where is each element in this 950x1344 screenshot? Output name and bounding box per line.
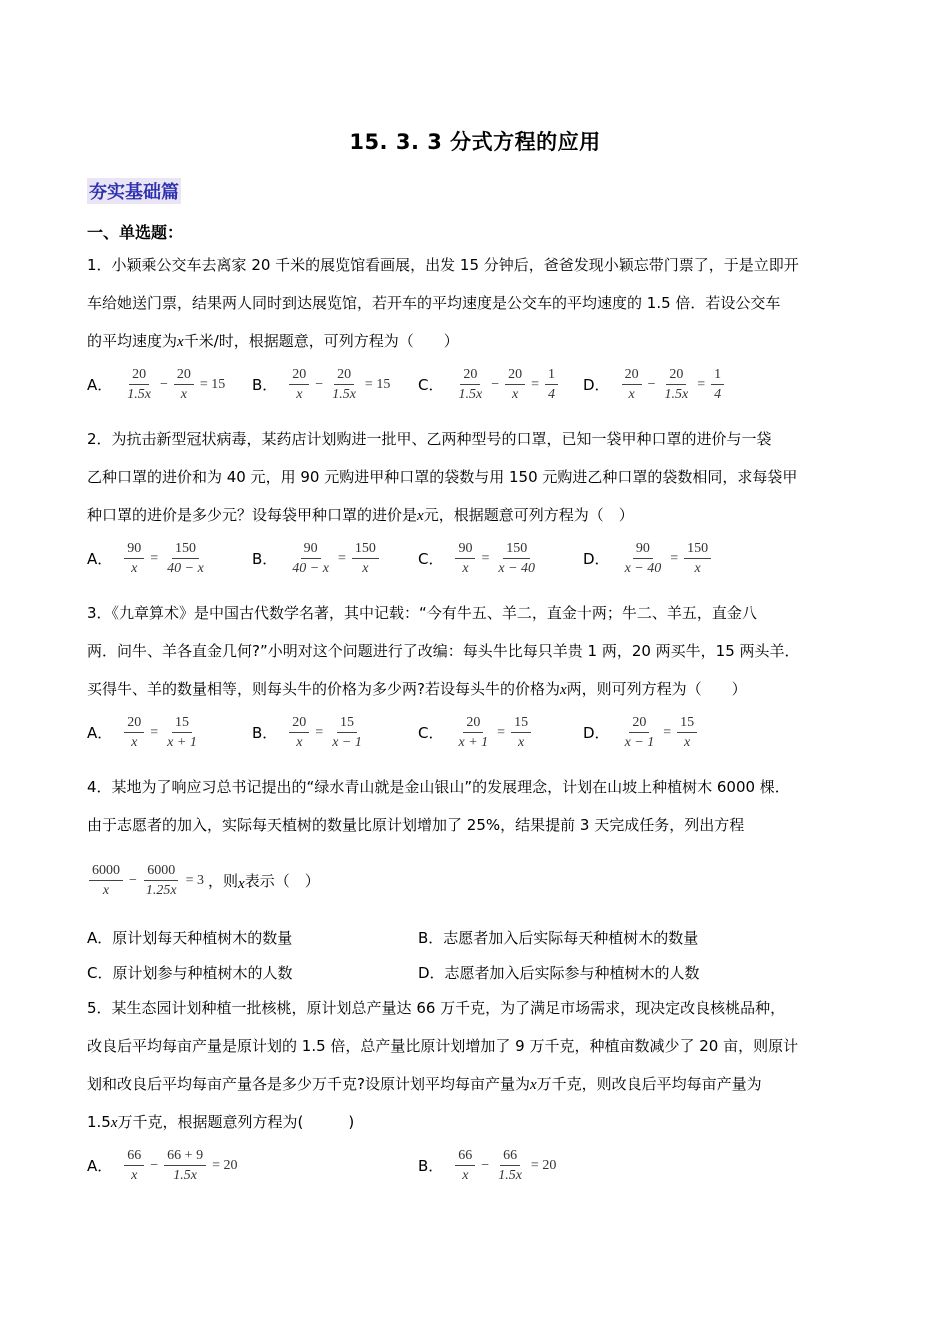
q1-option-b xyxy=(252,366,394,403)
denominator: 1.5x xyxy=(664,387,689,402)
q1-line-1: 1．小颖乘公交车去离家 20 千米的展览馆看画展，出发 15 分钟后，爸爸发现小颖忘带门票了，于是立即开 xyxy=(87,256,799,274)
q4-equation xyxy=(87,862,208,899)
denominator: x xyxy=(462,1168,469,1183)
numerator: 66 + 9 xyxy=(164,1147,206,1166)
page-title: 15. 3. 3 分式方程的应用 xyxy=(349,130,601,154)
denominator: 4 xyxy=(714,387,722,402)
numerator: 20 xyxy=(289,366,309,385)
q5-option-b-letter: B． xyxy=(418,1157,444,1175)
fraction xyxy=(677,714,697,751)
fraction xyxy=(124,1147,144,1184)
q4-option-d: D．志愿者加入后实际参与种植树木的人数 xyxy=(418,964,700,982)
q5-option-b xyxy=(418,1147,560,1184)
equals-sign: = xyxy=(481,550,490,566)
denominator: x + 1 xyxy=(458,735,489,750)
numerator: 20 xyxy=(460,366,480,385)
fraction xyxy=(661,366,691,403)
fraction xyxy=(622,366,642,403)
numerator: 90 xyxy=(301,540,321,559)
numerator: 90 xyxy=(124,540,144,559)
numerator: 90 xyxy=(633,540,653,559)
q5-line-3-end: 万千克，则改良后平均每亩产量为 xyxy=(536,1075,762,1093)
denominator: 1.5x xyxy=(498,1168,522,1183)
q3-option-b xyxy=(252,714,367,751)
q1-option-b-letter: B． xyxy=(252,376,278,394)
operator: − xyxy=(647,376,656,392)
numerator: 1 xyxy=(545,366,558,385)
numerator: 90 xyxy=(455,540,475,559)
denominator: x xyxy=(684,735,691,750)
q2-option-a xyxy=(87,540,209,577)
operator: − xyxy=(481,1157,490,1173)
denominator: x xyxy=(628,387,635,402)
fraction xyxy=(711,366,724,403)
q1-option-a xyxy=(87,366,229,403)
numerator: 15 xyxy=(677,714,697,733)
q2-option-d-letter: D． xyxy=(583,550,610,568)
equals-value: = 3 xyxy=(185,872,205,888)
q1-line-3-start: 的平均速度为 xyxy=(87,332,178,350)
numerator: 20 xyxy=(124,714,144,733)
q5-line-3-start: 划和改良后平均每亩产量各是多少万千克?设原计划平均每亩产量为 xyxy=(87,1075,530,1093)
numerator: 15 xyxy=(337,714,357,733)
q3-option-d-formula xyxy=(620,714,700,751)
q3-line-3-start: 买得牛、羊的数量相等，则每头牛的价格为多少两?若设每头牛的价格为 xyxy=(87,680,560,698)
fraction xyxy=(495,540,538,577)
fraction xyxy=(124,366,154,403)
fraction xyxy=(352,540,379,577)
fraction xyxy=(455,1147,475,1184)
q4-variable: x xyxy=(238,876,245,892)
q3-option-b-formula xyxy=(287,714,367,751)
numerator: 20 xyxy=(334,366,354,385)
denominator: x − 40 xyxy=(624,561,662,576)
q3-option-b-letter: B． xyxy=(252,724,278,742)
q3-line-3 xyxy=(87,679,747,700)
q1-line-3-end: 千米/时，根据题意，可列方程为（ ） xyxy=(183,332,459,350)
fraction xyxy=(329,714,365,751)
q3-line-1: 3．《九章算术》是中国古代数学名著，其中记载：“今有牛五、羊二，直金十两；牛二、羊五，直金八 xyxy=(87,604,757,622)
operator: − xyxy=(315,376,324,392)
q1-line-2: 车给她送门票，结果两人同时到达展览馆，若开车的平均速度是公交车的平均速度的 1.5 倍．若设公交车 xyxy=(87,294,781,312)
fraction xyxy=(622,714,658,751)
equals-sign: = xyxy=(150,550,159,566)
fraction xyxy=(89,862,123,899)
q4-line-3-mid: ，则 xyxy=(208,872,239,890)
q4-line-3 xyxy=(87,862,320,899)
q2-option-b-letter: B． xyxy=(252,550,278,568)
q2-line-2: 乙种口罩的进价和为 40 元，用 90 元购进甲种口罩的袋数与用 150 元购进乙种口罩的袋数相同，求每袋甲 xyxy=(87,468,798,486)
equals-value: = 20 xyxy=(212,1157,238,1173)
q5-line-2: 改良后平均每亩产量是原计划的 1.5 倍，总产量比原计划增加了 9 万千克，种植亩数减少了 20 亩，则原计 xyxy=(87,1037,799,1055)
fraction xyxy=(124,714,144,751)
numerator: 6000 xyxy=(144,862,178,881)
equals-sign: = xyxy=(497,724,506,740)
q3-line-3-end: 两，则可列方程为（ ） xyxy=(566,680,747,698)
fraction xyxy=(174,366,194,403)
denominator: x xyxy=(296,735,303,750)
fraction xyxy=(455,540,475,577)
numerator: 66 xyxy=(455,1147,475,1166)
denominator: 1.5x xyxy=(127,387,151,402)
q3-option-d-letter: D． xyxy=(583,724,610,742)
fraction xyxy=(684,540,711,577)
q2-line-3 xyxy=(87,505,634,526)
q4-option-c: C．原计划参与种植树木的人数 xyxy=(87,964,293,982)
q2-line-1: 2．为抗击新型冠状病毒，某药店计划购进一批甲、乙两种型号的口罩，已知一袋甲种口罩的进价与一袋 xyxy=(87,430,772,448)
q1-option-a-formula xyxy=(122,366,229,403)
fraction xyxy=(329,366,359,403)
q3-option-d xyxy=(583,714,699,751)
fraction xyxy=(455,714,491,751)
equals-value: = 15 xyxy=(364,376,391,392)
denominator: 40 − x xyxy=(292,561,329,576)
numerator: 66 xyxy=(500,1147,520,1166)
denominator: 40 − x xyxy=(167,561,204,576)
denominator: x − 1 xyxy=(624,735,655,750)
q2-option-d-formula xyxy=(620,540,714,577)
q1-option-a-letter: A． xyxy=(87,376,113,394)
q2-option-b xyxy=(252,540,381,577)
equals-sign: = xyxy=(663,724,672,740)
q1-option-d-letter: D． xyxy=(583,376,610,394)
operator: − xyxy=(129,872,137,888)
numerator: 6000 xyxy=(89,862,123,881)
q2-line-3-start: 种口罩的进价是多少元？设每袋甲种口罩的进价是 xyxy=(87,506,418,524)
q5-option-b-formula xyxy=(453,1147,560,1184)
denominator: x − 1 xyxy=(332,735,362,750)
q3-option-c-formula xyxy=(453,714,533,751)
q5-line-4-end: 万千克，根据题意列方程为( ) xyxy=(117,1113,355,1131)
q2-variable: x xyxy=(417,508,424,524)
fraction xyxy=(164,714,200,751)
numerator: 20 xyxy=(129,366,149,385)
q1-option-b-formula xyxy=(287,366,394,403)
q4-option-b: B．志愿者加入后实际每天种植树木的数量 xyxy=(418,929,699,947)
denominator: x xyxy=(131,561,138,576)
operator: − xyxy=(159,376,168,392)
q2-option-c-formula xyxy=(453,540,540,577)
q2-option-a-letter: A． xyxy=(87,550,113,568)
q5-line-3 xyxy=(87,1074,762,1095)
q1-option-c-formula xyxy=(453,366,560,403)
denominator: 1.5x xyxy=(173,1168,197,1183)
q3-option-c-letter: C． xyxy=(418,724,444,742)
q5-option-a xyxy=(87,1147,241,1184)
fraction xyxy=(289,714,309,751)
equals-sign: = xyxy=(670,550,679,566)
operator: − xyxy=(491,376,500,392)
equals-sign: = xyxy=(697,376,706,392)
denominator: x xyxy=(512,387,519,402)
numerator: 20 xyxy=(622,366,642,385)
fraction xyxy=(289,540,332,577)
numerator: 20 xyxy=(463,714,483,733)
denominator: x xyxy=(180,387,187,402)
denominator: x xyxy=(462,561,469,576)
denominator: x xyxy=(102,883,110,898)
q4-option-a: A．原计划每天种植树木的数量 xyxy=(87,929,293,947)
question-type-heading: 一、单选题： xyxy=(87,223,184,242)
section-label: 夯实基础篇 xyxy=(87,178,181,204)
denominator: x xyxy=(517,735,525,750)
equals-value: = 20 xyxy=(530,1157,557,1173)
numerator: 150 xyxy=(352,540,379,559)
equals-sign: = xyxy=(315,724,324,740)
q2-option-a-formula xyxy=(122,540,209,577)
q1-option-c-letter: C． xyxy=(418,376,444,394)
numerator: 20 xyxy=(629,714,649,733)
q4-line-2: 由于志愿者的加入，实际每天植树的数量比原计划增加了 25%，结果提前 3 天完成任务，列出方程 xyxy=(87,816,745,834)
numerator: 20 xyxy=(505,366,525,385)
q4-line-3-end: 表示（ ） xyxy=(244,872,320,890)
numerator: 150 xyxy=(684,540,711,559)
q3-variable: x xyxy=(559,682,567,698)
denominator: x xyxy=(131,735,138,750)
q3-option-a-letter: A． xyxy=(87,724,113,742)
denominator: x xyxy=(694,561,701,576)
q2-option-c-letter: C． xyxy=(418,550,444,568)
fraction xyxy=(143,862,180,899)
operator: − xyxy=(150,1157,159,1173)
q5-line-4 xyxy=(87,1112,354,1133)
numerator: 150 xyxy=(503,540,530,559)
fraction xyxy=(495,1147,525,1184)
q5-line-1: 5．某生态园计划种植一批核桃，原计划总产量达 66 万千克，为了满足市场需求，现决定改良核桃品种， xyxy=(87,999,786,1017)
numerator: 150 xyxy=(172,540,199,559)
q1-option-d xyxy=(583,366,726,403)
fraction xyxy=(505,366,525,403)
denominator: x − 40 xyxy=(498,561,536,576)
q1-option-c xyxy=(418,366,560,403)
denominator: 1.25x xyxy=(145,883,177,898)
q1-option-d-formula xyxy=(620,366,727,403)
equals-sign: = xyxy=(337,550,346,566)
equals-sign: = xyxy=(150,724,159,740)
numerator: 66 xyxy=(124,1147,144,1166)
denominator: x + 1 xyxy=(167,735,197,750)
equals-sign: = xyxy=(531,376,540,392)
denominator: 1.5x xyxy=(458,387,483,402)
q5-line-4-coef: 1.5 xyxy=(87,1113,111,1131)
q4-line-1: 4．某地为了响应习总书记提出的“绿水青山就是金山银山”的发展理念，计划在山坡上种植树木 6000 棵． xyxy=(87,778,790,796)
numerator: 15 xyxy=(511,714,531,733)
q2-option-b-formula xyxy=(287,540,381,577)
q2-line-3-end: 元，根据题意可列方程为（ ） xyxy=(423,506,634,524)
q1-line-3 xyxy=(87,331,459,352)
q5-option-a-letter: A． xyxy=(87,1157,113,1175)
fraction xyxy=(124,540,144,577)
q5-option-a-formula xyxy=(122,1147,241,1184)
denominator: x xyxy=(296,387,303,402)
q3-line-2: 两．问牛、羊各直金几何?”小明对这个问题进行了改编：每头牛比每只羊贵 1 两，20 两买牛，15 两头羊． xyxy=(87,642,800,660)
fraction xyxy=(511,714,531,751)
denominator: x xyxy=(131,1168,138,1183)
q1-variable: x xyxy=(177,334,184,350)
numerator: 20 xyxy=(174,366,194,385)
denominator: 4 xyxy=(548,387,556,402)
q3-option-a xyxy=(87,714,202,751)
q3-option-a-formula xyxy=(122,714,202,751)
numerator: 15 xyxy=(172,714,192,733)
numerator: 1 xyxy=(711,366,724,385)
denominator: 1.5x xyxy=(332,387,356,402)
fraction xyxy=(164,1147,206,1184)
numerator: 20 xyxy=(289,714,309,733)
denominator: x xyxy=(362,561,369,576)
fraction xyxy=(455,366,485,403)
q2-option-d xyxy=(583,540,713,577)
q3-option-c xyxy=(418,714,533,751)
fraction xyxy=(545,366,558,403)
equals-value: = 15 xyxy=(199,376,226,392)
numerator: 20 xyxy=(666,366,686,385)
q2-option-c xyxy=(418,540,540,577)
fraction xyxy=(164,540,207,577)
q5-variable: x xyxy=(529,1077,537,1093)
fraction xyxy=(289,366,309,403)
fraction xyxy=(622,540,665,577)
q5-variable-2: x xyxy=(110,1115,118,1131)
